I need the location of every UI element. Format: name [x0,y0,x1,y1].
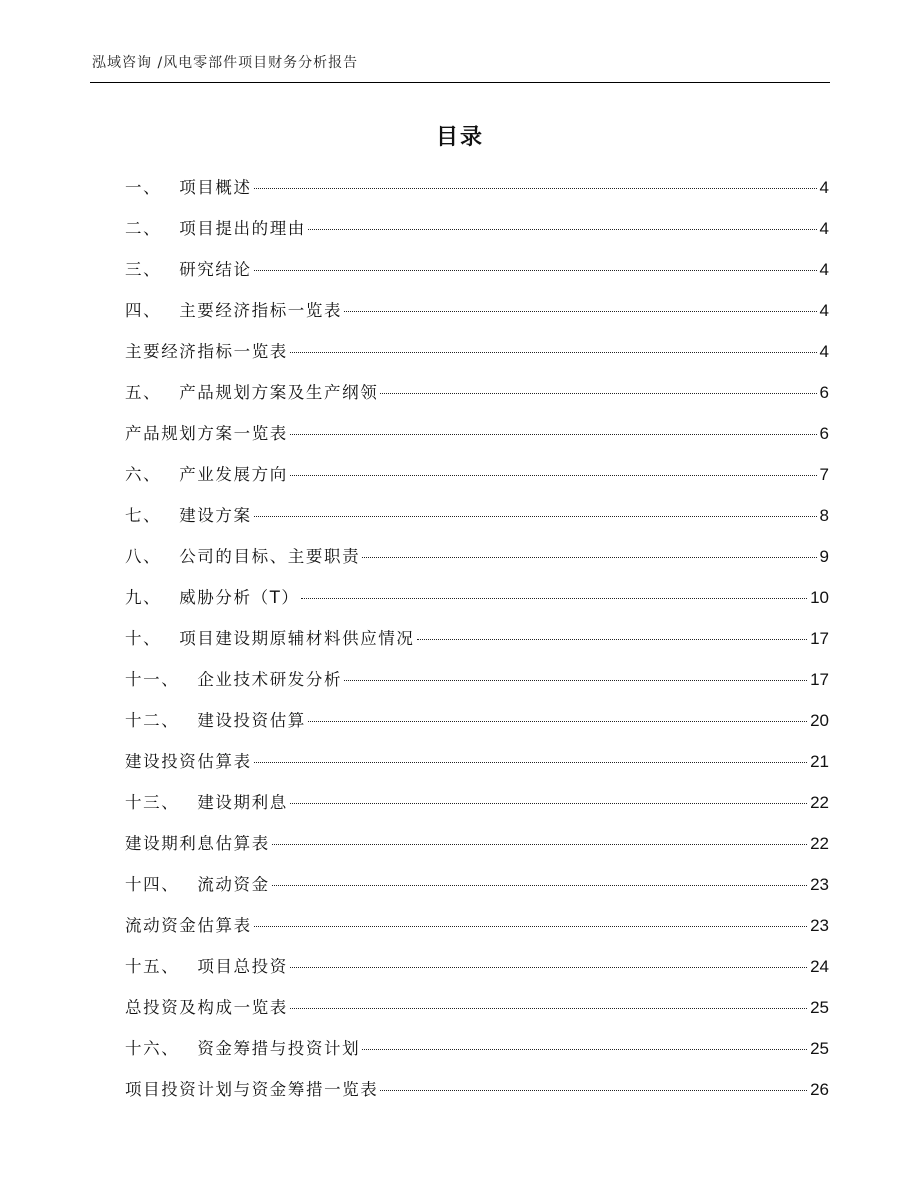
toc-entry-label: 产品规划方案及生产纲领 [179,383,379,402]
toc-dot-leader [254,270,817,271]
toc-dot-leader [290,475,817,476]
toc-entry-number: 六、 [125,465,162,484]
toc-entry[interactable] [125,502,829,543]
toc-entry-label: 企业技术研发分析 [197,670,343,689]
toc-entry-number: 十、 [125,629,162,648]
toc-entry[interactable] [125,994,829,1035]
toc-entry-page-number: 24 [810,957,829,976]
toc-dot-leader [417,639,808,640]
toc-entry-page-number: 4 [819,260,829,279]
toc-dot-leader [308,721,807,722]
toc-dot-leader [290,434,817,435]
toc-entry-label: 项目提出的理由 [179,219,306,238]
toc-entry[interactable] [125,174,829,215]
toc-entry-page-number: 6 [819,383,829,402]
toc-entry[interactable] [125,789,829,830]
toc-entry-page-number: 23 [810,875,829,894]
toc-entry[interactable] [125,830,829,871]
toc-entry-label: 建设投资估算表 [125,752,252,771]
toc-entry-label: 公司的目标、主要职责 [179,547,361,566]
toc-entry[interactable] [125,625,829,666]
toc-entry-number: 八、 [125,547,162,566]
toc-entry-page-number: 23 [810,916,829,935]
toc-entry-number: 十一、 [125,670,180,689]
toc-dot-leader [380,1090,807,1091]
toc-entry-number: 一、 [125,178,162,197]
toc-entry-page-number: 4 [819,301,829,320]
table-of-contents [125,174,829,1117]
toc-entry[interactable] [125,584,829,625]
toc-entry-page-number: 4 [819,178,829,197]
toc-dot-leader [362,1049,807,1050]
toc-entry-label: 建设方案 [179,506,252,525]
toc-entry[interactable] [125,420,829,461]
toc-entry-label: 总投资及构成一览表 [125,998,288,1017]
toc-dot-leader [290,803,807,804]
toc-entry[interactable] [125,461,829,502]
toc-entry-page-number: 9 [819,547,829,566]
toc-entry-label: 项目总投资 [197,957,288,976]
toc-entry[interactable] [125,297,829,338]
toc-entry-number: 十六、 [125,1039,180,1058]
toc-entry-number: 十二、 [125,711,180,730]
toc-entry-page-number: 22 [810,834,829,853]
toc-dot-leader [380,393,816,394]
toc-dot-leader [362,557,816,558]
toc-entry-label: 建设期利息 [197,793,288,812]
toc-entry-label: 主要经济指标一览表 [179,301,343,320]
toc-dot-leader [308,229,817,230]
header-rule [90,82,830,83]
toc-entry-page-number: 22 [810,793,829,812]
toc-entry-label: 项目概述 [179,178,252,197]
toc-entry-label: 资金筹措与投资计划 [197,1039,361,1058]
toc-entry-number: 二、 [125,219,162,238]
toc-entry-page-number: 10 [810,588,829,607]
toc-entry-page-number: 4 [819,219,829,238]
toc-entry-number: 四、 [125,301,162,320]
toc-entry-page-number: 20 [810,711,829,730]
toc-entry-page-number: 4 [819,342,829,361]
toc-entry-label: 建设期利息估算表 [125,834,270,853]
toc-entry-number: 十三、 [125,793,180,812]
toc-entry[interactable] [125,953,829,994]
toc-entry-number: 七、 [125,506,162,525]
toc-entry-label: 产品规划方案一览表 [125,424,288,443]
toc-entry-page-number: 21 [810,752,829,771]
toc-entry-label: 流动资金 [197,875,270,894]
toc-entry[interactable] [125,748,829,789]
toc-entry-page-number: 6 [819,424,829,443]
running-header: 泓域咨询 /风电零部件项目财务分析报告 [92,55,359,71]
toc-entry-number: 三、 [125,260,162,279]
toc-dot-leader [290,967,807,968]
toc-entry[interactable] [125,666,829,707]
toc-entry-label: 威胁分析（T） [179,588,300,607]
toc-entry[interactable] [125,1035,829,1076]
toc-dot-leader [254,926,807,927]
toc-entry[interactable] [125,707,829,748]
toc-entry[interactable] [125,379,829,420]
toc-entry-label: 主要经济指标一览表 [125,342,288,361]
toc-dot-leader [344,680,807,681]
toc-dot-leader [254,516,817,517]
toc-entry[interactable] [125,871,829,912]
toc-dot-leader [290,1008,807,1009]
toc-dot-leader [272,885,807,886]
toc-entry-label: 研究结论 [179,260,252,279]
toc-entry-page-number: 17 [810,670,829,689]
toc-entry-label: 流动资金估算表 [125,916,252,935]
toc-entry[interactable] [125,215,829,256]
toc-entry[interactable] [125,1076,829,1117]
toc-entry-page-number: 25 [810,1039,829,1058]
toc-entry-number: 十五、 [125,957,180,976]
toc-dot-leader [272,844,807,845]
toc-dot-leader [254,762,807,763]
toc-entry-page-number: 25 [810,998,829,1017]
toc-entry-label: 项目建设期原辅材料供应情况 [179,629,415,648]
toc-entry[interactable] [125,543,829,584]
toc-title: 目录 [435,125,484,150]
toc-entry-label: 产业发展方向 [179,465,288,484]
toc-entry-page-number: 17 [810,629,829,648]
toc-entry-label: 建设投资估算 [197,711,306,730]
toc-entry-page-number: 8 [819,506,829,525]
toc-entry[interactable] [125,338,829,379]
toc-dot-leader [301,598,807,599]
toc-entry-number: 十四、 [125,875,180,894]
toc-entry-number: 五、 [125,383,162,402]
toc-dot-leader [254,188,817,189]
toc-entry-number: 九、 [125,588,162,607]
toc-dot-leader [290,352,817,353]
toc-entry-page-number: 26 [810,1080,829,1099]
toc-entry-label: 项目投资计划与资金筹措一览表 [125,1080,379,1099]
toc-entry[interactable] [125,256,829,297]
toc-entry-page-number: 7 [819,465,829,484]
toc-dot-leader [344,311,816,312]
toc-entry[interactable] [125,912,829,953]
